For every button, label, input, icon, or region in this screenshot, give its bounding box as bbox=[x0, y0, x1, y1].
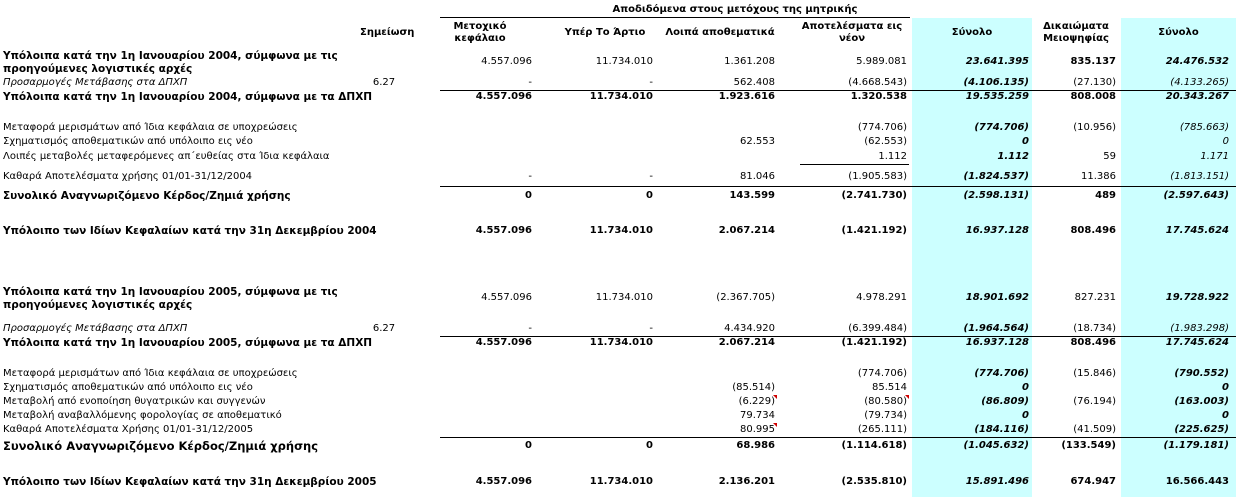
row-desc: Υπόλοιπο των Ιδίων Κεφαλαίων κατά την 31η Δεκεμβρίου 2005 bbox=[3, 476, 377, 488]
cell-total: 0 bbox=[1022, 382, 1029, 393]
cell-share-capital: - bbox=[528, 323, 532, 334]
cell-retained: 85.514 bbox=[872, 382, 907, 393]
cell-other-reserves: (2.367.705) bbox=[716, 292, 775, 303]
row-desc: Μεταβολή από ενοποίηση θυγατρικών και συγγενών bbox=[3, 396, 266, 407]
cell-share-capital: 0 bbox=[525, 440, 532, 451]
header-share-premium: Υπέρ Το Άρτιο bbox=[564, 27, 646, 38]
cell-total: (86.809) bbox=[981, 396, 1029, 407]
row-desc: Συνολικό Αναγνωριζόμενο Κέρδος/Ζημιά χρήσης bbox=[3, 439, 319, 453]
table-row bbox=[0, 381, 1236, 395]
table-row bbox=[0, 395, 1236, 409]
cell-minority: (27.130) bbox=[1073, 77, 1116, 88]
cell-grand-total: 19.728.922 bbox=[1165, 292, 1229, 303]
header-grand-total: Σύνολο bbox=[1158, 27, 1199, 38]
cell-retained: (2.741.730) bbox=[841, 190, 907, 201]
cell-share-capital: 4.557.096 bbox=[475, 225, 532, 236]
table-row bbox=[0, 170, 1236, 184]
cell-retained: (774.706) bbox=[857, 122, 907, 133]
row-desc: Υπόλοιπα κατά την 1η Ιανουαρίου 2005, σύμφωνα με τα ΔΠΧΠ bbox=[3, 337, 373, 349]
cell-grand-total: (2.597.643) bbox=[1163, 190, 1229, 201]
cell-total: (774.706) bbox=[974, 368, 1029, 379]
comment-marker[interactable] bbox=[905, 395, 909, 399]
cell-total: (1.824.537) bbox=[963, 171, 1029, 182]
table-row bbox=[0, 285, 1236, 313]
row-desc: Σχηματισμός αποθεματικών από υπόλοιπο εις νέο bbox=[3, 136, 253, 147]
cell-share-premium: 11.734.010 bbox=[595, 56, 653, 67]
cell-grand-total: 0 bbox=[1222, 382, 1229, 393]
cell-minority: 11.386 bbox=[1081, 171, 1116, 182]
row-desc: Μεταβολή αναβαλλόμενης φορολογίας σε αποθεματικό bbox=[3, 410, 282, 421]
cell-retained: (1.905.583) bbox=[848, 171, 907, 182]
cell-share-capital: 4.557.096 bbox=[481, 56, 532, 67]
row-desc: Υπόλοιπο των Ιδίων Κεφαλαίων κατά την 31η Δεκεμβρίου 2004 bbox=[3, 225, 377, 237]
cell-total: 0 bbox=[1022, 410, 1029, 421]
cell-grand-total: 17.745.624 bbox=[1165, 337, 1229, 348]
cell-total: (1.045.632) bbox=[963, 440, 1029, 451]
cell-other-reserves: 4.434.920 bbox=[724, 323, 775, 334]
cell-retained: (79.734) bbox=[864, 410, 907, 421]
header-share-capital: Μετοχικό κεφάλαιο bbox=[453, 21, 507, 44]
cell-other-reserves: 2.136.201 bbox=[718, 476, 775, 487]
cell-retained: (62.553) bbox=[864, 136, 907, 147]
cell-grand-total: (1.983.298) bbox=[1170, 323, 1229, 334]
cell-total: 19.535.259 bbox=[965, 91, 1029, 102]
table-row bbox=[0, 121, 1236, 135]
cell-total: 16.937.128 bbox=[965, 225, 1029, 236]
cell-minority: 808.008 bbox=[1070, 91, 1116, 102]
comment-marker[interactable] bbox=[773, 395, 777, 399]
row-desc: Προσαρμογές Μετάβασης στα ΔΠΧΠ bbox=[3, 323, 188, 334]
row-desc-2: προηγούμενες λογιστικές αρχές bbox=[3, 63, 193, 75]
row-desc: Υπόλοιπα κατά την 1η Ιανουαρίου 2004, σύμφωνα με τα ΔΠΧΠ bbox=[3, 91, 373, 103]
cell-share-capital: - bbox=[528, 171, 532, 182]
cell-other-reserves: 68.986 bbox=[736, 440, 775, 451]
header-total: Σύνολο bbox=[951, 27, 993, 38]
cell-total: 23.641.395 bbox=[965, 56, 1029, 67]
cell-grand-total: (785.663) bbox=[1179, 122, 1229, 133]
cell-share-premium: 11.734.010 bbox=[589, 337, 653, 348]
row-desc: Μεταφορά μερισμάτων από Ίδια κεφάλαια σε υποχρεώσεις bbox=[3, 122, 298, 133]
row-desc: Προσαρμογές Μετάβασης στα ΔΠΧΠ bbox=[3, 77, 188, 88]
row-desc: Καθαρά Αποτελέσματα Χρήσης 01/01-31/12/2005 bbox=[3, 424, 254, 435]
table-row bbox=[0, 150, 1236, 164]
cell-retained: 1.112 bbox=[878, 151, 907, 162]
cell-retained: (80.580) bbox=[864, 396, 907, 407]
cell-minority: (18.734) bbox=[1073, 323, 1116, 334]
cell-other-reserves: 79.734 bbox=[740, 410, 775, 421]
cell-grand-total: 20.343.267 bbox=[1165, 91, 1229, 102]
cell-grand-total: 24.476.532 bbox=[1165, 56, 1229, 67]
table-row bbox=[0, 409, 1236, 423]
cell-grand-total: (790.552) bbox=[1174, 368, 1229, 379]
cell-other-reserves: 2.067.214 bbox=[718, 225, 775, 236]
table-row bbox=[0, 224, 1236, 238]
cell-total: (2.598.131) bbox=[963, 190, 1029, 201]
cell-note: 6.27 bbox=[372, 77, 396, 88]
cell-grand-total: (4.133.265) bbox=[1170, 77, 1229, 88]
cell-retained: 4.978.291 bbox=[856, 292, 907, 303]
cell-grand-total: (1.813.151) bbox=[1170, 171, 1229, 182]
table-row bbox=[0, 135, 1236, 149]
cell-grand-total: 1.171 bbox=[1200, 151, 1229, 162]
table-row bbox=[0, 322, 1236, 336]
row-desc: Υπόλοιπα κατά την 1η Ιανουαρίου 2005, σύμφωνα με τις bbox=[3, 286, 338, 298]
cell-minority: (15.846) bbox=[1073, 368, 1116, 379]
cell-other-reserves: 562.408 bbox=[733, 77, 775, 88]
cell-minority: 835.137 bbox=[1070, 56, 1116, 67]
table-row bbox=[0, 49, 1236, 77]
cell-total: 16.937.128 bbox=[965, 337, 1029, 348]
table-row bbox=[0, 189, 1236, 203]
table-row bbox=[0, 336, 1236, 350]
cell-other-reserves: 1.361.208 bbox=[724, 56, 775, 67]
cell-retained: 5.989.081 bbox=[856, 56, 907, 67]
cell-total: (184.116) bbox=[974, 424, 1029, 435]
cell-share-capital: 4.557.096 bbox=[475, 91, 532, 102]
table-row bbox=[0, 90, 1236, 104]
table-row bbox=[0, 367, 1236, 381]
comment-marker[interactable] bbox=[773, 423, 777, 427]
cell-other-reserves: 2.067.214 bbox=[718, 337, 775, 348]
cell-retained: (6.399.484) bbox=[848, 323, 907, 334]
cell-share-premium: 11.734.010 bbox=[589, 225, 653, 236]
cell-grand-total: (163.003) bbox=[1174, 396, 1229, 407]
cell-retained: (265.111) bbox=[857, 424, 907, 435]
row-desc: Υπόλοιπα κατά την 1η Ιανουαρίου 2004, σύμφωνα με τις bbox=[3, 50, 338, 62]
cell-share-capital: 0 bbox=[525, 190, 532, 201]
row-desc: Καθαρά Αποτελέσματα χρήσης 01/01-31/12/2004 bbox=[3, 171, 253, 182]
cell-grand-total: 0 bbox=[1222, 410, 1229, 421]
cell-share-premium: 11.734.010 bbox=[595, 292, 653, 303]
cell-share-premium: 11.734.010 bbox=[589, 91, 653, 102]
cell-retained: (1.421.192) bbox=[841, 225, 907, 236]
cell-share-capital: 4.557.096 bbox=[481, 292, 532, 303]
cell-share-capital: 4.557.096 bbox=[475, 476, 532, 487]
cell-total: (4.106.135) bbox=[963, 77, 1029, 88]
cell-retained: (1.421.192) bbox=[841, 337, 907, 348]
cell-share-premium: 11.734.010 bbox=[589, 476, 653, 487]
cell-total: 15.891.496 bbox=[965, 476, 1029, 487]
cell-grand-total: 0 bbox=[1222, 136, 1229, 147]
table-row bbox=[0, 76, 1236, 90]
cell-retained: (4.668.543) bbox=[848, 77, 907, 88]
cell-other-reserves: (85.514) bbox=[732, 382, 775, 393]
cell-retained: 1.320.538 bbox=[850, 91, 907, 102]
cell-retained: (2.535.810) bbox=[841, 476, 907, 487]
cell-share-capital: 4.557.096 bbox=[475, 337, 532, 348]
cell-other-reserves: 1.923.616 bbox=[718, 91, 775, 102]
row-desc: Λοιπές μεταβολές μεταφερόμενες απ΄ευθείας στα Ίδια κεφάλαια bbox=[3, 151, 330, 162]
cell-share-premium: - bbox=[649, 323, 653, 334]
cell-retained: (774.706) bbox=[857, 368, 907, 379]
cell-total: 0 bbox=[1022, 136, 1029, 147]
cell-minority: (76.194) bbox=[1073, 396, 1116, 407]
cell-total: (774.706) bbox=[974, 122, 1029, 133]
cell-share-premium: 0 bbox=[646, 190, 653, 201]
header-retained: Αποτελέσματα εις νέον bbox=[801, 21, 903, 44]
table-row bbox=[0, 423, 1236, 437]
row-desc: Σχηματισμός αποθεματικών από υπόλοιπο εις νέο bbox=[3, 382, 253, 393]
cell-minority: 827.231 bbox=[1074, 292, 1116, 303]
cell-minority: 808.496 bbox=[1070, 337, 1116, 348]
cell-minority: 674.947 bbox=[1070, 476, 1116, 487]
cell-total: (1.964.564) bbox=[963, 323, 1029, 334]
cell-share-premium: 0 bbox=[646, 440, 653, 451]
cell-other-reserves: 143.599 bbox=[729, 190, 775, 201]
table-row bbox=[0, 439, 1236, 453]
cell-retained: (1.114.618) bbox=[841, 440, 907, 451]
cell-note: 6.27 bbox=[372, 323, 396, 334]
cell-share-premium: - bbox=[649, 77, 653, 88]
cell-grand-total: (225.625) bbox=[1174, 424, 1229, 435]
row-desc-2: προηγούμενες λογιστικές αρχές bbox=[3, 299, 193, 311]
cell-minority: (10.956) bbox=[1073, 122, 1116, 133]
cell-minority: (41.509) bbox=[1073, 424, 1116, 435]
cell-minority: (133.549) bbox=[1061, 440, 1116, 451]
header-other-reserves: Λοιπά αποθεματικά bbox=[665, 27, 775, 38]
cell-grand-total: (1.179.181) bbox=[1163, 440, 1229, 451]
cell-minority: 808.496 bbox=[1070, 225, 1116, 236]
cell-minority: 59 bbox=[1103, 151, 1116, 162]
header-note: Σημείωση bbox=[360, 27, 415, 38]
row-desc: Συνολικό Αναγνωριζόμενο Κέρδος/Ζημιά χρήσης bbox=[3, 190, 291, 202]
cell-grand-total: 17.745.624 bbox=[1165, 225, 1229, 236]
group-header: Αποδιδόμενα στους μετόχους της μητρικής bbox=[612, 4, 858, 15]
cell-grand-total: 16.566.443 bbox=[1165, 476, 1229, 487]
header-minority: Δικαιώματα Μειοψηφίας bbox=[1043, 21, 1109, 44]
table-row bbox=[0, 475, 1236, 489]
cell-other-reserves: 62.553 bbox=[740, 136, 775, 147]
cell-other-reserves: (6.229) bbox=[738, 396, 775, 407]
cell-other-reserves: 81.046 bbox=[740, 171, 775, 182]
cell-share-premium: - bbox=[649, 171, 653, 182]
cell-total: 1.112 bbox=[997, 151, 1029, 162]
cell-minority: 489 bbox=[1095, 190, 1116, 201]
cell-total: 18.901.692 bbox=[965, 292, 1029, 303]
cell-other-reserves: 80.995 bbox=[740, 424, 775, 435]
row-desc: Μεταφορά μερισμάτων από Ίδια κεφάλαια σε υποχρεώσεις bbox=[3, 368, 298, 379]
cell-share-capital: - bbox=[528, 77, 532, 88]
